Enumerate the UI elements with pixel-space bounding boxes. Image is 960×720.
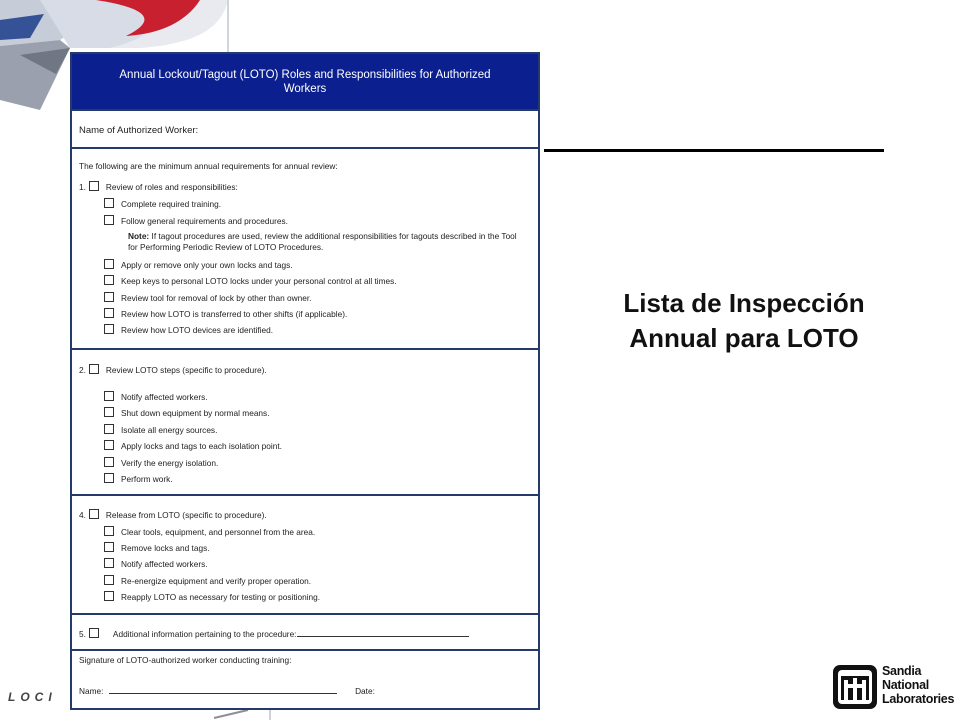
authorized-worker-name-section [72,111,538,149]
checkbox[interactable] [104,292,114,302]
name-field[interactable] [109,693,337,694]
section-roles-responsibilities [72,149,538,350]
checklist-item: Apply locks and tags to each isolation point. [104,440,282,451]
section-loto-steps [72,350,538,496]
section4-heading: 4. Release from LOTO (specific to procedure). [79,510,267,520]
checklist-item: Isolate all energy sources. [104,424,217,435]
loto-checklist-form [70,52,540,710]
checkbox[interactable] [104,526,114,536]
section1-checkbox[interactable] [89,181,99,191]
checklist-item: Keep keys to personal LOTO locks under your personal control at all times. [104,275,397,286]
checkbox[interactable] [104,324,114,334]
checkbox[interactable] [104,558,114,568]
name-field-label: Name: [79,686,104,696]
checkbox[interactable] [104,198,114,208]
loci-logo: LOCI [8,690,57,704]
checkbox[interactable] [104,473,114,483]
checklist-item: Review how LOTO devices are identified. [104,324,273,335]
sandia-thunderbird-icon [832,664,878,710]
section4-label: Release from LOTO (specific to procedure). [105,510,267,520]
slide-title-line1: Lista de Inspección [623,288,865,318]
slide-title-line2: Annual para LOTO [629,323,859,353]
checkbox[interactable] [104,542,114,552]
section5-label: Additional information pertaining to the procedure: [112,629,297,639]
date-field-label: Date: [355,686,375,696]
section1-label: Review of roles and responsibilities: [105,182,238,192]
additional-info-field[interactable] [297,636,469,637]
section5-checkbox[interactable] [89,628,99,638]
section2-heading: 2. Review LOTO steps (specific to procedure). [79,365,267,375]
sandia-wordmark: Sandia National Laboratories [882,664,955,706]
checklist-item: Shut down equipment by normal means. [104,407,270,418]
checkbox[interactable] [104,575,114,585]
section4-checkbox[interactable] [89,509,99,519]
section5-heading: 5. Additional information pertaining to the procedure: [79,628,469,639]
checklist-item: Verify the energy isolation. [104,457,218,468]
name-field-row [79,686,375,696]
checklist-item: Follow general requirements and procedures. [104,215,288,226]
form-header-title-line2: Workers [283,83,327,95]
checklist-item: Reapply LOTO as necessary for testing or positioning. [104,591,320,602]
title-divider-line [544,149,884,152]
checkbox[interactable] [104,308,114,318]
tagout-note: Note: If tagout procedures are used, review the additional responsibilities for tagouts described in the Tool for Performing Periodic Review of LOTO Procedures. [128,231,517,252]
checklist-item: Re-energize equipment and verify proper operation. [104,575,311,586]
checklist-item: Perform work. [104,473,173,484]
checklist-item: Review how LOTO is transferred to other shifts (if applicable). [104,308,347,319]
checklist-item: Clear tools, equipment, and personnel from the area. [104,526,315,537]
checkbox[interactable] [104,424,114,434]
checkbox[interactable] [104,407,114,417]
checklist-item: Remove locks and tags. [104,542,210,553]
checkbox[interactable] [104,215,114,225]
form-header [72,54,538,111]
checkbox[interactable] [104,591,114,601]
checkbox[interactable] [104,457,114,467]
checklist-item: Notify affected workers. [104,558,208,569]
section-additional-information [72,615,538,651]
checkbox[interactable] [104,275,114,285]
checklist-item: Complete required training. [104,198,221,209]
authorized-worker-name-label: Name of Authorized Worker: [79,125,199,136]
intro-text: The following are the minimum annual requirements for annual review: [79,161,338,171]
signature-section [72,651,538,710]
section2-checkbox[interactable] [89,364,99,374]
checklist-item: Notify affected workers. [104,391,208,402]
form-header-title-line1: Annual Lockout/Tagout (LOTO) Roles and Responsibilities for Authorized [119,69,491,81]
checkbox[interactable] [104,440,114,450]
checkbox[interactable] [104,259,114,269]
section-release-from-loto [72,496,538,615]
signature-label: Signature of LOTO-authorized worker conducting training: [79,655,292,665]
checkbox[interactable] [104,391,114,401]
checklist-item: Apply or remove only your own locks and tags. [104,259,293,270]
checklist-item: Review tool for removal of lock by other than owner. [104,292,311,303]
sandia-logo [830,660,955,712]
slide-title [564,286,924,356]
section2-label: Review LOTO steps (specific to procedure). [105,365,267,375]
section1-heading: 1. Review of roles and responsibilities: [79,182,238,192]
